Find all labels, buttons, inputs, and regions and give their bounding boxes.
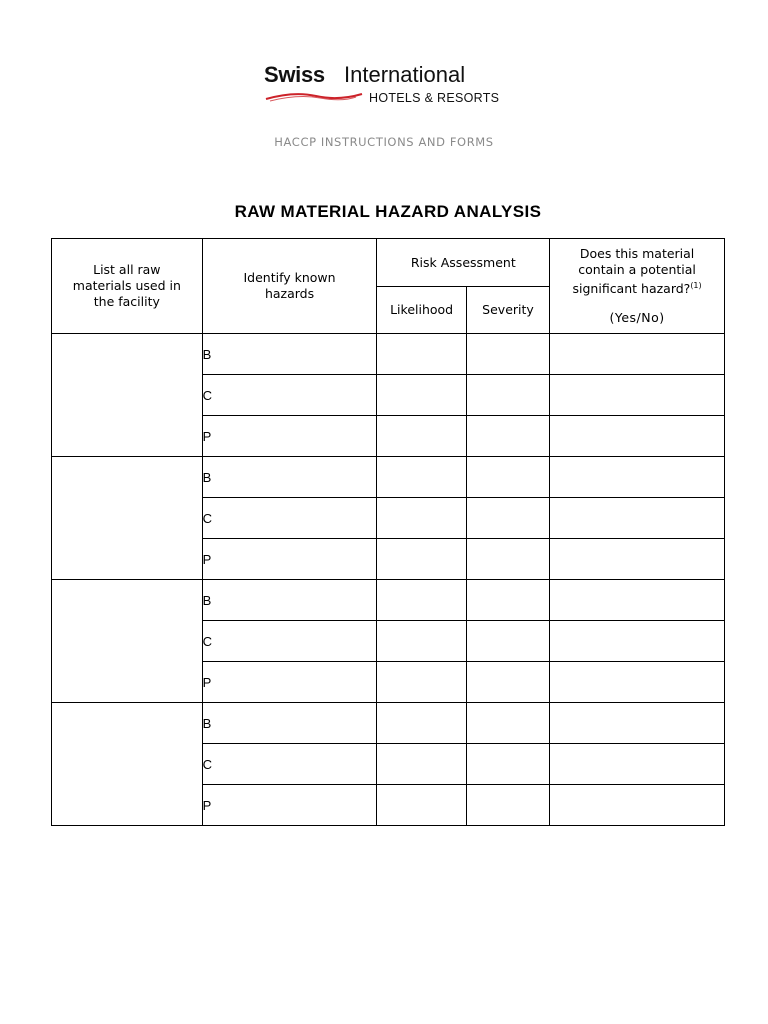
significant-hazard-cell[interactable]	[550, 621, 725, 662]
likelihood-cell[interactable]	[377, 375, 466, 416]
raw-material-cell[interactable]	[52, 580, 203, 703]
likelihood-cell[interactable]	[377, 703, 466, 744]
header-hazards-text: Identify known hazards	[243, 270, 336, 301]
likelihood-cell[interactable]	[377, 744, 466, 785]
significant-hazard-cell[interactable]	[550, 580, 725, 621]
header-hazards	[202, 239, 377, 334]
significant-hazard-cell[interactable]	[550, 334, 725, 375]
hazard-code-cell[interactable]: P	[202, 785, 377, 826]
logo-swoosh-icon	[264, 88, 364, 104]
severity-cell[interactable]	[466, 457, 549, 498]
page-title: RAW MATERIAL HAZARD ANALYSIS	[234, 202, 542, 221]
header-significant-hazard	[550, 239, 725, 334]
significant-hazard-cell[interactable]	[550, 539, 725, 580]
header-likelihood-text: Likelihood	[390, 302, 454, 317]
likelihood-cell[interactable]	[377, 416, 466, 457]
likelihood-cell[interactable]	[377, 580, 466, 621]
significant-hazard-cell[interactable]	[550, 744, 725, 785]
likelihood-cell[interactable]	[377, 662, 466, 703]
table-body	[52, 334, 725, 826]
severity-cell[interactable]	[466, 785, 549, 826]
severity-cell[interactable]	[466, 375, 549, 416]
severity-cell[interactable]	[466, 498, 549, 539]
table-row	[52, 580, 725, 621]
logo-brand-bold: Swiss	[264, 62, 325, 87]
hazard-code-cell[interactable]: B	[202, 580, 377, 621]
hazard-code-cell[interactable]: C	[202, 744, 377, 785]
hazard-code-cell[interactable]: C	[202, 621, 377, 662]
significant-hazard-cell[interactable]	[550, 416, 725, 457]
significant-hazard-cell[interactable]	[550, 662, 725, 703]
header-likelihood	[377, 287, 466, 334]
header-yes-no: (Yes/No)	[609, 309, 665, 325]
severity-cell[interactable]	[466, 334, 549, 375]
raw-material-cell[interactable]	[52, 334, 203, 457]
table-row	[52, 334, 725, 375]
document-subtitle: HACCP INSTRUCTIONS AND FORMS	[274, 135, 494, 149]
hazard-code-cell[interactable]: C	[202, 375, 377, 416]
likelihood-cell[interactable]	[377, 457, 466, 498]
header-significant-hazard-text: Does this material contain a potential significant hazard?	[572, 246, 696, 297]
hotel-logo	[264, 60, 514, 110]
hazard-analysis-table	[51, 238, 725, 826]
header-raw-materials-text: List all raw materials used in the facility	[72, 262, 181, 309]
significant-hazard-cell[interactable]	[550, 457, 725, 498]
raw-material-cell[interactable]	[52, 703, 203, 826]
header-risk-assessment-text: Risk Assessment	[410, 254, 516, 270]
likelihood-cell[interactable]	[377, 621, 466, 662]
header-risk-assessment	[377, 239, 550, 287]
likelihood-cell[interactable]	[377, 498, 466, 539]
significant-hazard-cell[interactable]	[550, 703, 725, 744]
header-severity-text: Severity	[482, 302, 534, 317]
severity-cell[interactable]	[466, 703, 549, 744]
likelihood-cell[interactable]	[377, 334, 466, 375]
significant-hazard-cell[interactable]	[550, 498, 725, 539]
table-row	[52, 457, 725, 498]
severity-cell[interactable]	[466, 539, 549, 580]
severity-cell[interactable]	[466, 416, 549, 457]
significant-hazard-cell[interactable]	[550, 375, 725, 416]
table-row	[52, 703, 725, 744]
logo-brand-regular: International	[344, 62, 466, 87]
hazard-code-cell[interactable]: P	[202, 539, 377, 580]
likelihood-cell[interactable]	[377, 785, 466, 826]
hazard-code-cell[interactable]: C	[202, 498, 377, 539]
hazard-code-cell[interactable]: P	[202, 662, 377, 703]
hazard-code-cell[interactable]: B	[202, 703, 377, 744]
significant-hazard-cell[interactable]	[550, 785, 725, 826]
logo-brand-subtitle: HOTELS & RESORTS	[369, 91, 500, 105]
footnote-marker: (1)	[690, 281, 702, 291]
raw-material-cell[interactable]	[52, 457, 203, 580]
hazard-code-cell[interactable]: P	[202, 416, 377, 457]
hazard-code-cell[interactable]: B	[202, 457, 377, 498]
severity-cell[interactable]	[466, 744, 549, 785]
severity-cell[interactable]	[466, 662, 549, 703]
severity-cell[interactable]	[466, 621, 549, 662]
hazard-code-cell[interactable]: B	[202, 334, 377, 375]
severity-cell[interactable]	[466, 580, 549, 621]
header-severity	[466, 287, 549, 334]
likelihood-cell[interactable]	[377, 539, 466, 580]
header-raw-materials	[52, 239, 203, 334]
